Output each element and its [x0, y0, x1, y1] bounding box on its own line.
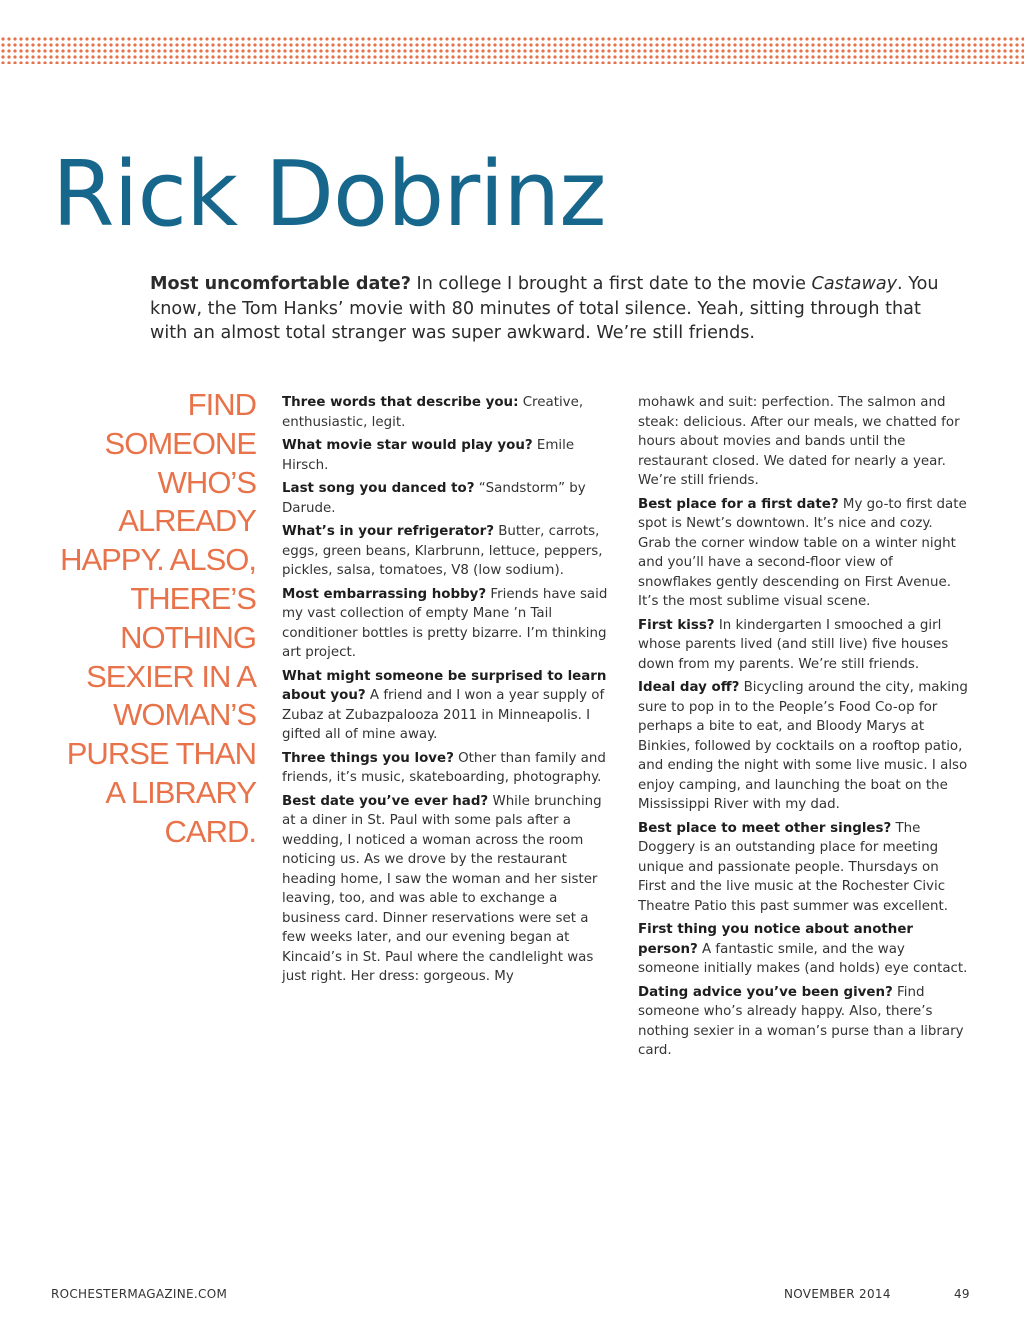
qa-question: What movie star would play you?	[282, 438, 533, 453]
qa-answer: While brunching at a diner in St. Paul with some pals after a wedding, I noticed a woman across the room noticing us. As we drove by the restaurant heading home, I saw the woman and her sister leaving, too, and was able to exchange a business card. Dinner reservations were set a few weeks later, and our evening began at Kincaid’s in St. Paul where the candlelight was just right. Her dress: gorgeous. My	[282, 793, 602, 984]
qa-question: Three words that describe you:	[282, 395, 519, 410]
footer-issue-date: NOVEMBER 2014	[784, 1287, 891, 1301]
qa-answer: Creative, enthusiastic, legit.	[282, 395, 584, 430]
qa-question: First kiss?	[638, 617, 715, 633]
page-title: Rick Dobrinz	[52, 142, 606, 247]
intro-movie-title: Castaway	[811, 274, 898, 294]
qa-item	[282, 479, 612, 518]
qa-item	[638, 920, 968, 979]
qa-item	[638, 678, 968, 815]
qa-answer: “Sandstorm” by Darude.	[282, 481, 586, 516]
qa-item	[282, 749, 612, 788]
qa-answer: A fantastic smile, and the way someone initially makes (and holds) eye contact.	[638, 941, 968, 976]
qa-item	[638, 393, 968, 491]
intro-answer-start: In college I brought a first date to the movie	[410, 274, 812, 294]
qa-column-right	[638, 393, 968, 1065]
qa-item	[638, 819, 968, 917]
qa-column-left	[282, 393, 612, 991]
qa-item	[638, 495, 968, 612]
qa-answer: Other than family and friends, it’s music, skateboarding, photography.	[282, 750, 606, 785]
footer-website: ROCHESTERMAGAZINE.COM	[51, 1287, 228, 1301]
qa-question: Best place to meet other singles?	[638, 820, 892, 836]
qa-answer: Emile Hirsch.	[282, 438, 575, 473]
qa-answer: The Doggery is an outstanding place for meeting unique and passionate people. Thursdays on First and the live music at the Rochester Civic Theatre Patio this past summer was excellent.	[638, 820, 948, 914]
qa-item	[638, 983, 968, 1061]
intro-answer-end: . You know, the Tom Hanks’ movie with 80 minutes of total silence. Yeah, sitting through that with an almost total stranger was super awkward. We’re still friends.	[150, 274, 939, 343]
qa-question: What’s in your refrigerator?	[282, 524, 494, 539]
qa-question: Ideal day off?	[638, 680, 740, 695]
qa-answer: My go-to first date spot is Newt’s downtown. It’s nice and cozy. Grab the corner window table on a winter night and you’ll have a second-floor view of snowflakes gently descending on First Avenue. It’s the most sublime visual scene.	[638, 496, 967, 609]
qa-item	[282, 393, 612, 432]
intro-question: Most uncomfortable date?	[150, 274, 411, 294]
qa-answer: Bicycling around the city, making sure to pop in to the People’s Food Co-op for perhaps a bite to eat, and Bloody Marys at Binkies, followed by cocktails on a rooftop patio, and ending the night with some live music. I also enjoy camping, and launching the boat on the Mississippi River with my dad.	[638, 680, 968, 812]
qa-answer: Friends have said my vast collection of empty Mane ’n Tail conditioner bottles is pretty bizarre. I’m thinking art project.	[282, 586, 608, 660]
qa-item	[282, 792, 612, 987]
qa-item	[282, 522, 612, 581]
qa-question: Dating advice you’ve been given?	[638, 984, 893, 1000]
qa-item	[282, 667, 612, 745]
intro-paragraph	[150, 272, 950, 346]
qa-item	[282, 585, 612, 663]
qa-item	[638, 616, 968, 675]
qa-question: What might someone be surprised to learn about you?	[282, 668, 607, 703]
qa-question: Most embarrassing hobby?	[282, 586, 487, 602]
qa-answer: mohawk and suit: perfection. The salmon and steak: delicious. After our meals, we chatted for hours about movies and bands until the restaurant closed. We dated for nearly a year. We’re still friends.	[638, 395, 960, 488]
pull-quote: FIND SOMEONE WHO’S ALREADY HAPPY. ALSO, THERE’S NOTHING SEXIER IN A WOMAN’S PURSE THAN A LIBRARY CARD.	[60, 387, 256, 849]
qa-answer: Butter, carrots, eggs, green beans, Klarbrunn, lettuce, peppers, pickles, salsa, tomatoes, V8 (low sodium).	[282, 524, 603, 578]
qa-question: First thing you notice about another person?	[638, 922, 914, 957]
qa-answer: A friend and I won a year supply of Zubaz at Zubazpalooza 2011 in Minneapolis. I gifted all of mine away.	[282, 688, 605, 742]
qa-question: Best date you’ve ever had?	[282, 793, 489, 809]
footer-page-number: 49	[954, 1287, 970, 1301]
qa-question: Three things you love?	[282, 750, 454, 766]
dotted-header-border	[0, 36, 1024, 64]
qa-answer: Find someone who’s already happy. Also, there’s nothing sexier in a woman’s purse than a library card.	[638, 984, 964, 1058]
qa-question: Best place for a first date?	[638, 496, 839, 512]
qa-answer: In kindergarten I smooched a girl whose parents lived (and still live) five houses down from my parents. We’re still friends.	[638, 617, 949, 672]
qa-item	[282, 436, 612, 475]
qa-question: Last song you danced to?	[282, 481, 475, 496]
